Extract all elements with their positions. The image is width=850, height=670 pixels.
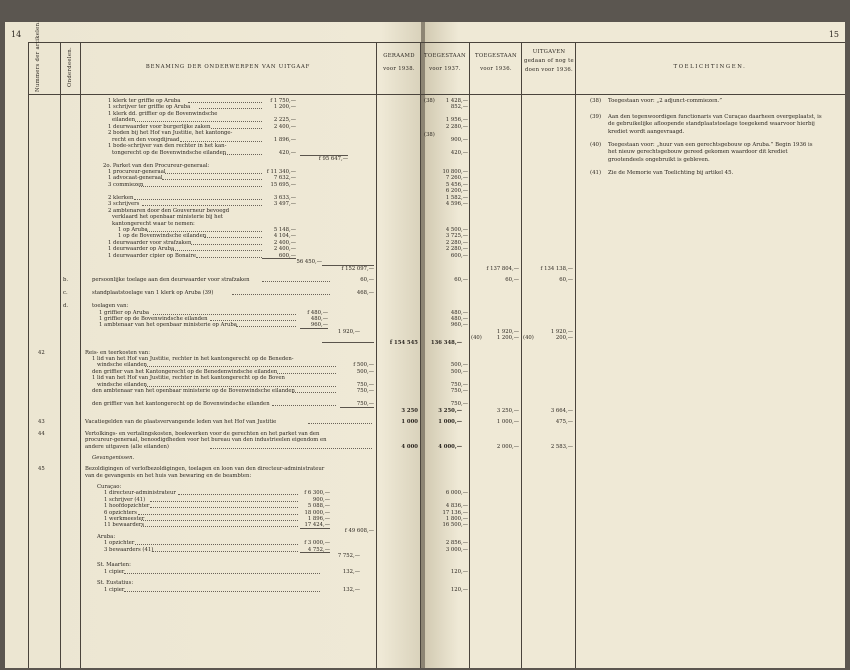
row-label: standplaatstoelage van 1 klerk op Aruba (39) (92, 290, 214, 297)
row-toegestaan-1937: 2 280,— (445, 123, 468, 130)
row-label: andere uitgaven (alle eilanden) (85, 443, 169, 450)
row-amount: 900,— (312, 496, 330, 503)
article-total: 3 250 (401, 407, 418, 414)
row-toegestaan-1937: 6 000,— (445, 490, 468, 497)
note-marker-38: (38) (424, 98, 435, 104)
row-label: 1 deurwaarder voor strafzaken (108, 239, 192, 246)
row-uitgaven: 3 664,— (550, 407, 573, 414)
row-label: 1 procureur-generaal (108, 168, 166, 175)
row-geraamd: 468,— (356, 290, 374, 297)
row-toegestaan-1937: 600,— (450, 252, 468, 259)
row-amount: 960,— (310, 322, 328, 329)
onderdeel-c: c. (63, 290, 68, 297)
article-total-1937: 4 000,— (438, 443, 462, 450)
row-toegestaan-1937: 480,— (450, 316, 468, 322)
section-heading: Gevangenissen. (92, 454, 135, 461)
article-title: Reis- en teerkosten van: (85, 349, 150, 356)
row-toegestaan-1937: 900,— (450, 136, 468, 143)
header-toegestaan-1936: TOEGESTAAN voor 1936. (475, 53, 517, 72)
row-amount: 3 633,— (273, 194, 296, 201)
row-label: 11 bewaarders (104, 522, 145, 529)
row-label: 1 griffier op de Bovenwindsche eilanden (99, 316, 208, 322)
row-label: 3 bewaarders (41) (104, 546, 154, 553)
row-toegestaan-1937: 480,— (450, 309, 468, 316)
row-toegestaan-1937: 1 582,— (445, 194, 468, 201)
row-toegestaan-1937: 420,— (450, 149, 468, 156)
right-page-number: 15 (828, 30, 839, 39)
row-amount: 2 225,— (273, 117, 296, 124)
row-amount: 750,— (356, 381, 374, 388)
parket-total: f 152 097,— (341, 265, 374, 272)
row-amount: 1 200,— (273, 104, 296, 111)
header-nummers: Nummers der artikelen. (35, 20, 41, 92)
note-text: Toegestaan voor: „huur van een gerechtsgebouw op Aruba.” Begin 1936 is het nieuw gerechtsgebouw gereed gekomen waardoor dit krediet grootendeels ongebruikt is gebleven. (608, 142, 813, 163)
row-toegestaan-1936: 1 000,— (496, 419, 519, 426)
row-uitgaven: 60,— (559, 277, 573, 284)
row-toegestaan-1937: 4 596,— (445, 201, 468, 208)
row-amount: 5 088,— (307, 503, 330, 510)
row-amount: 500,— (356, 368, 374, 375)
row-label: 2 ambtenaren door den Gouverneur bevoegd (108, 207, 230, 214)
row-label: 1 lid van het Hof van Justitie, rechter in het kantongerecht op de Boven (92, 375, 285, 382)
row-label: 1 opzichter (104, 540, 135, 547)
article-number-42: 42 (38, 349, 45, 356)
row-toegestaan-1936: 1 200,— (496, 335, 519, 342)
row-toegestaan-1937: 750,— (450, 381, 468, 388)
row-toegestaan-1937: 2 856,— (445, 540, 468, 547)
row-label: Bezoldigingen of verlofbezoldigingen, toelagen en loon van den directeur-administrateur (85, 466, 325, 473)
row-label: den griffier van het Kantongerecht op de Benedenwindsche eilanden (92, 368, 278, 375)
aruba-total: 7 752,— (337, 553, 360, 560)
row-label: kantongerecht waar te nemen: (112, 220, 195, 227)
row-label: 3 schrijvers (108, 201, 140, 208)
row-toegestaan-1937: 1 956,— (445, 117, 468, 124)
row-amount: 132,— (342, 586, 360, 593)
row-toegestaan-1937: 750,— (450, 401, 468, 408)
row-amount: 4 104,— (273, 233, 296, 240)
row-label: 1 advocaat-generaal (108, 175, 163, 182)
row-label: 3 commiezen (108, 181, 144, 188)
location-heading: St. Eustatius: (97, 580, 134, 587)
row-toegestaan-1937: 500,— (450, 368, 468, 375)
row-label: 1 bode-schrijver van den rechter in het kan- (108, 143, 227, 150)
row-uitgaven: 2 583,— (550, 443, 573, 450)
article-number-45: 45 (38, 466, 45, 473)
row-label: 1 cipier (104, 586, 125, 593)
note-number: (41) (590, 170, 602, 176)
header-uitgaven: UITGAVEN gedaan of nog te doen voor 1936. (524, 49, 574, 73)
left-page-number: 14 (11, 30, 22, 39)
row-label: 1 hoofdopzichter (104, 503, 150, 510)
row-amount: f 6 300,— (304, 490, 330, 497)
row-toegestaan-1937: 1 800,— (445, 515, 468, 522)
row-amount: 4 752,— (307, 546, 330, 553)
row-geraamd: 60,— (360, 277, 374, 284)
row-label: tongerecht op de Bovenwindsche eilanden (112, 149, 227, 156)
note-number: (39) (590, 114, 602, 120)
row-label: 1 klerk ter griffie op Aruba (108, 98, 181, 104)
row-amount: 15 695,— (270, 181, 296, 188)
sum-rule (300, 155, 348, 156)
row-label: windsche eilanden (97, 362, 147, 369)
row-toegestaan-1937: 750,— (450, 388, 468, 395)
article-number-43: 43 (38, 419, 45, 426)
row-label: den griffier van het kantongerecht op de Bovenwindsche eilanden (92, 401, 270, 408)
row-toegestaan-1936: 3 250,— (496, 407, 519, 414)
row-toegestaan-1937: 6 200,— (445, 188, 468, 195)
row-toegestaan-1936: 1 920,— (496, 328, 519, 335)
location-heading: Curaçao: (97, 483, 122, 490)
row-toegestaan-1936: 60,— (505, 277, 519, 284)
row-label: recht en den voogdijraad (112, 136, 180, 143)
row-label: 2 boden bij het Hof van Justitie, het kantonge- (108, 130, 233, 137)
header-geraamd: GERAAMD voor 1938. (383, 53, 415, 72)
row-toegestaan-1937: 3 725,— (445, 233, 468, 240)
row-amount: 18 000,— (304, 509, 330, 516)
row-amount: 600,— (278, 252, 296, 259)
row-amount: f 11 340,— (266, 168, 296, 175)
row-toegestaan-1937: 3 000,— (445, 546, 468, 553)
row-toegestaan-1937: 60,— (454, 277, 468, 284)
row-toegestaan-1937: 960,— (450, 322, 468, 329)
row-amount: 17 424,— (304, 522, 330, 529)
row-amount: 750,— (356, 388, 374, 395)
row-amount: 2 400,— (273, 239, 296, 246)
note-marker-40: (40) (471, 335, 482, 342)
row-toegestaan-1937: 2 280,— (445, 239, 468, 246)
row-toegestaan-1937: 1 428,— (445, 98, 468, 104)
row-toegestaan-1937: 10 800,— (442, 168, 468, 175)
article-total: f 154 545 (389, 340, 418, 347)
onderdeel-d: d. (63, 303, 69, 310)
row-amount: 5 148,— (273, 227, 296, 233)
row-label: 1 deurwaarder op Aruba (108, 246, 175, 253)
row-label: 1 deurwaarder cipier op Bonaire (108, 252, 197, 259)
row-uitgaven: 200,— (555, 335, 573, 342)
row-amount: 420,— (278, 149, 296, 156)
header-toelichtingen: TOELICHTINGEN. (673, 64, 747, 70)
row-label: 1 directeur-administrateur (104, 490, 176, 497)
row-label: 1 ambtenaar van het openbaar ministerie op Aruba (99, 322, 237, 329)
row-toegestaan-1937: 120,— (450, 586, 468, 593)
toegestaan-1936-total: f 137 804,— (486, 265, 519, 272)
row-label: Vacatiegelden van de plaatsvervangende leden van het Hof van Justitie (85, 419, 277, 426)
article-total: 4 000 (401, 443, 418, 450)
location-heading: Aruba: (97, 534, 116, 541)
row-amount: f 480,— (307, 309, 328, 316)
row-label: 1 lid van het Hof van Justitie, rechter in het kantongerecht op de Beneden- (92, 356, 294, 362)
header-toegestaan-1937: TOEGESTAAN voor 1937. (424, 53, 466, 72)
row-uitgaven: 1 920,— (550, 328, 573, 335)
row-label: 1 op de Bovenwindsche eilanden (118, 233, 207, 240)
row-label: 2o. Parket van den Procureur-generaal: (103, 162, 210, 169)
onderdeel-b: b. (63, 277, 69, 284)
row-amount: 1 896,— (273, 136, 296, 143)
row-label: toelagen van: (92, 303, 129, 310)
location-heading: St. Maarten: (97, 562, 131, 569)
row-toegestaan-1937: 2 280,— (445, 246, 468, 253)
row-label: den ambtenaar van het openbaar ministerie op de Bovenwindsche eilanden (92, 388, 295, 395)
note-text: Toegestaan voor: „2 adjunct-commiezen.” (608, 98, 723, 104)
row-toegestaan-1937: 17 136,— (442, 509, 468, 516)
row-label: 1 klerk dd. griffier op de Bovenwindsche (108, 110, 218, 117)
row-amount: 3 497,— (273, 201, 296, 208)
row-subtotal: f 95 647,— (318, 156, 348, 163)
row-amount: 480,— (310, 316, 328, 322)
row-toegestaan-1937: 120,— (450, 568, 468, 575)
article-total-1937: 3 250,— (438, 407, 462, 414)
row-amount: f 500,— (353, 362, 374, 369)
row-label: windsche eilanden (97, 381, 147, 388)
header-benaming: BENAMING DER ONDERWERPEN VAN UITGAAF (145, 64, 311, 70)
row-label: 1 deurwaarder voor burgerlijke zaken (108, 123, 211, 130)
article-total-1937: 1 000,— (438, 419, 462, 426)
row-toegestaan-1937: 4 500,— (445, 227, 468, 233)
row-toegestaan-1937: 16 500,— (442, 522, 468, 529)
article-total: 1 000 (401, 419, 418, 426)
note-number: (40) (590, 142, 602, 148)
row-label: 1 schrijver ter griffie op Aruba (108, 104, 191, 111)
row-label: 6 opzichters (104, 509, 138, 516)
curacao-total: f 49 608,— (344, 527, 374, 534)
row-toegestaan-1937: 852,— (450, 104, 468, 111)
note-marker-40: (40) (523, 335, 534, 342)
row-label: persoonlijke toelage aan den deurwaarder voor strafzaken (92, 277, 250, 284)
row-label: procureur-generaal, benoodigdheden voor het bureau van den industrieelen eigendom en (85, 437, 327, 444)
uitgaven-total: f 134 138,— (540, 265, 573, 272)
note-marker-38: (38) (424, 132, 435, 138)
row-label: Vertolkings- en vertalingskosten, boekwerken voor de gerechten en het parket van den (85, 430, 320, 437)
row-label: eilanden (112, 117, 136, 124)
row-label: 2 klerken (108, 194, 134, 201)
row-amount: 132,— (342, 568, 360, 575)
article-number-44: 44 (38, 430, 45, 437)
row-amount: f 3 000,— (304, 540, 330, 547)
row-toegestaan-1936: 2 000,— (496, 443, 519, 450)
row-amount: f 1 750,— (270, 98, 296, 104)
row-label: 1 schrijver (41) (104, 496, 146, 503)
row-amount: 7 632,— (273, 175, 296, 182)
parket-subtotal: 56 450,— (296, 259, 322, 266)
row-label: van de gevangenis en het huis van bewaring en de beambten: (85, 472, 252, 479)
row-amount: 750,— (356, 401, 374, 408)
article-total-1937: 136 348,— (430, 340, 462, 347)
row-toegestaan-1937: 4 836,— (445, 503, 468, 510)
row-toegestaan-1937: 5 456,— (445, 181, 468, 188)
row-amount: 2 400,— (273, 246, 296, 253)
row-amount: 1 896,— (307, 515, 330, 522)
row-label: verklaard het openbaar ministerie bij het (112, 214, 223, 221)
note-number: (38) (590, 98, 602, 104)
row-amount: 2 400,— (273, 123, 296, 130)
row-uitgaven: 475,— (555, 419, 573, 426)
row-label: 1 griffier op Aruba (99, 309, 150, 316)
row-label: 1 werkmeester (104, 515, 145, 522)
row-label: 1 op Aruba (118, 227, 148, 233)
d-total: 1 920,— (337, 328, 360, 335)
row-toegestaan-1937: 500,— (450, 362, 468, 369)
header-onderdeelen: Onderdeelen. (67, 47, 73, 87)
row-label: 1 cipier (104, 568, 125, 575)
note-text: Aan den tegenwoordigen functionaris van Curaçao daarheen overgeplaatst, is de gebruikelijke afloopende standplaatstoelage toegekend waarvoor hierbij krediet wordt aangevraagd. (608, 114, 822, 135)
note-text: Zie de Memorie van Toelichting bij artikel 45. (608, 170, 734, 176)
row-toegestaan-1937: 7 260,— (445, 175, 468, 182)
